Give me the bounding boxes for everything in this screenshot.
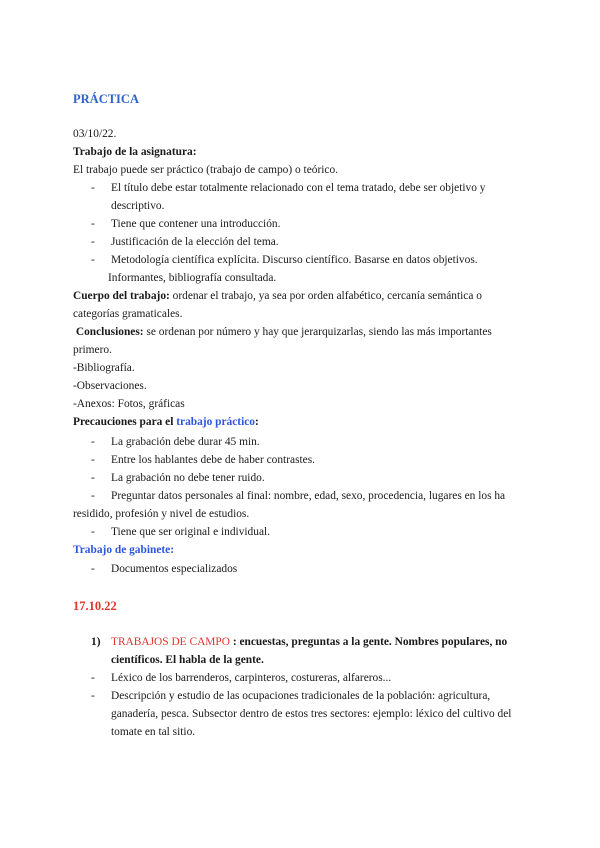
bullet-dash: - <box>91 690 95 702</box>
list-item: Preguntar datos personales al final: nombre, edad, sexo, procedencia, lugares en los ha <box>111 490 506 502</box>
bullet-dash: - <box>91 672 95 684</box>
list-item: Entre los hablantes debe de haber contrastes. <box>111 454 316 466</box>
campo-heading-line <box>111 636 507 648</box>
bullet-dash: - <box>91 563 95 575</box>
date-1: 03/10/22. <box>73 128 117 140</box>
list-item: Justificación de la elección del tema. <box>111 236 279 248</box>
list-item: residido, profesión y nivel de estudios. <box>73 508 250 520</box>
bullet-dash: - <box>91 454 95 466</box>
list-item: Tiene que contener una introducción. <box>111 218 281 230</box>
cuerpo-paragraph <box>73 290 482 302</box>
list-item: La grabación debe durar 45 min. <box>111 436 260 448</box>
bullet-dash: - <box>91 218 95 230</box>
bullet-dash: - <box>91 254 95 266</box>
list-item: Léxico de los barrenderos, carpinteros, costureras, alfareros... <box>111 672 392 684</box>
conclusiones-text-2: primero. <box>73 344 112 356</box>
bullet-dash: - <box>91 236 95 248</box>
conclusiones-paragraph <box>73 326 492 338</box>
list-item: La grabación no debe tener ruido. <box>111 472 265 484</box>
date-2: 17.10.22 <box>73 599 117 613</box>
list-item: descriptivo. <box>111 200 165 212</box>
bullet-dash: - <box>91 182 95 194</box>
list-item: Metodología científica explícita. Discurso científico. Basarse en datos objetivos. <box>111 254 478 266</box>
bullet-dash: - <box>91 436 95 448</box>
conclusiones-text: se ordenan por número y hay que jerarquizarlas, siendo las más importantes <box>143 326 492 338</box>
cuerpo-label: Cuerpo del trabajo: <box>73 290 170 302</box>
list-item: ganadería, pesca. Subsector dentro de estos tres sectores: ejemplo: léxico del cultivo del <box>111 708 512 720</box>
trabajo-practico-link[interactable]: trabajo práctico <box>176 416 255 428</box>
list-item: El título debe estar totalmente relacionado con el tema tratado, debe ser objetivo y <box>111 182 486 194</box>
page-title: PRÁCTICA <box>73 92 139 106</box>
precauciones-label: Precauciones para el <box>73 416 177 428</box>
trabajo-intro: El trabajo puede ser práctico (trabajo de campo) o teórico. <box>73 164 339 176</box>
cuerpo-text-2: categorías gramaticales. <box>73 308 183 320</box>
precauciones-colon: : <box>255 416 259 428</box>
list-item: Documentos especializados <box>111 563 238 575</box>
bullet-dash: - <box>91 472 95 484</box>
line-anexos: -Anexos: Fotos, gráficas <box>73 398 185 410</box>
conclusiones-label: Conclusiones: <box>73 326 144 338</box>
gabinete-heading: Trabajo de gabinete: <box>73 544 175 556</box>
campo-heading: TRABAJOS DE CAMPO <box>111 636 230 648</box>
campo-heading-rest-2: científicos. El habla de la gente. <box>111 654 264 666</box>
list-item: Tiene que ser original e individual. <box>111 526 271 538</box>
campo-heading-rest: : encuestas, preguntas a la gente. Nombres populares, no <box>230 636 508 648</box>
campo-number: 1) <box>91 636 101 648</box>
bullet-dash: - <box>91 526 95 538</box>
cuerpo-text: ordenar el trabajo, ya sea por orden alfabético, cercanía semántica o <box>169 290 482 302</box>
list-item: Descripción y estudio de las ocupaciones tradicionales de la población: agricultura, <box>111 690 491 702</box>
list-item: tomate en tal sitio. <box>111 726 196 738</box>
bullet-dash: - <box>91 490 95 502</box>
line-observaciones: -Observaciones. <box>73 380 147 392</box>
line-bibliografia: -Bibliografía. <box>73 362 135 374</box>
list-item: Informantes, bibliografía consultada. <box>108 272 277 284</box>
trabajo-asignatura-heading: Trabajo de la asignatura: <box>73 146 197 158</box>
precauciones-heading <box>73 416 259 428</box>
